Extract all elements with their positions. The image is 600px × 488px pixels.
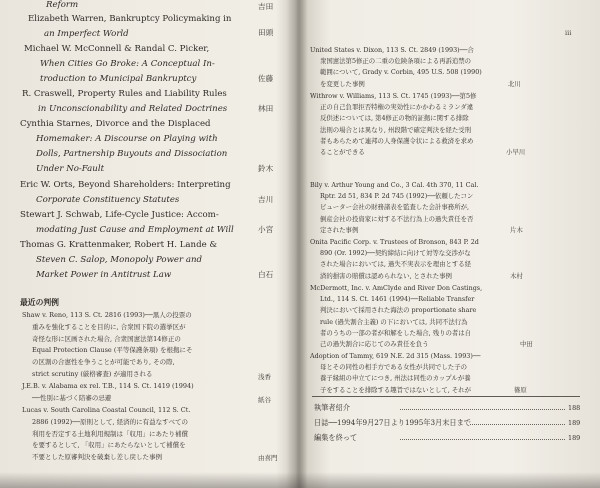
toc-leader [400,409,565,410]
reference-author: 佐藤 [258,74,274,83]
left-page [0,0,292,488]
reference-author: 鈴木 [258,164,274,173]
case-author: 由喜門 [258,454,278,462]
case-author: 木村 [510,272,523,280]
page-edge-shadow [0,472,600,488]
case-author: 紙谷 [258,396,271,404]
reference-author: 林田 [258,104,274,113]
reference-entry: Cynthia Starnes, Divorce and the Displaced Homemaker: A Discourse on Playing with Dolls, Partnership Buyouts and Dissociation Under No-Fault [20,119,228,174]
toc-page: 188 [568,404,581,412]
book-gutter [286,0,308,488]
case-entry: Withrow v. Williams, 113 S. Ct. 1745 (1993)──第5修 正の自己負罪拒否特権の実効性にかかわるミランダ違 反供述については, 第4修正の物的証拠に関する排除 法則の場合とは異なり, 州段階で確定判決を経た受刑 者もあらためて連邦の人身保護令状による救済を求め ることができる [310,92,477,157]
reference-entry: R. Craswell, Property Rules and Liability Rules in Unconscionability and Related Doctrines [22,89,228,114]
reference-entry: Reform [46,0,79,10]
case-entry: J.E.B. v. Alabama ex rel. T.B., 114 S. Ct. 1419 (1994) ──性別に基づく陪審の忌避 [22,382,194,402]
case-author: 中田 [520,340,533,348]
case-entry: McDermott, Inc. v. AmClyde and River Don Castings, Ltd., 114 S. Ct. 1461 (1994)──Reliable Transfer 判決において採用された海法の proportionate share rule (過失割合主義) の下においては, 共同不法行為 者のうちの一部の者が和解をした場合, 残りの者は自 己の過失割合に応じてのみ責任を負う [310,284,483,349]
reference-author: 吉田 [258,2,274,11]
case-author: 片木 [510,226,523,234]
reference-author: 白石 [258,270,274,279]
reference-entry: Thomas G. Krattenmaker, Robert H. Lande & Steven C. Salop, Monopoly Power and Market Power in Antitrust Law [20,240,218,280]
toc-label: 執筆者紹介 [314,403,350,412]
reference-entry: Elizabeth Warren, Bankruptcy Policymaking in an Imperfect World [28,14,232,39]
case-author: 小早川 [506,148,526,156]
section-title: 最近の判例 [20,298,59,307]
toc-label: 日誌──1994年9月27日より1995年3月末日まで [314,418,471,427]
case-entry: Bily v. Arthur Young and Co., 3 Cal. 4th 370, 11 Cal. Rptr. 2d 51, 834 P. 2d 745 (1992)──依頼したコン ピューター会社の財務諸表を監査した会計事務所が, 倒産会社の投資家に対する不法行為上の過失責任を否 定された事例 [310,181,479,234]
case-entry: United States v. Dixon, 113 S. Ct. 2849 (1993)──合 衆国憲法第5修正の二重の危険条項による再訴追禁の 範囲について, Grady v. Corbin, 495 U.S. 508 (1990) を変更した事例 [310,46,482,88]
reference-author: 田頭 [258,28,274,37]
reference-entry: Stewart J. Schwab, Life-Cycle Justice: Accom- modating Just Cause and Employment at Will [20,210,234,235]
case-entry: Onita Pacific Corp. v. Trustees of Bronson, 843 P. 2d 890 (Or. 1992)──契約締結に向けて対等な交渉がな された場合においては, 過失不実表示を理由とする経 済的損害の賠償は認められない, とされた事例 [310,238,479,280]
case-author: 篠原 [514,386,527,394]
page-number: iii [565,29,572,37]
reference-entry: Michael W. McConnell & Randal C. Picker, When Cities Go Broke: A Conceptual In- troduction to Municipal Bankruptcy [24,44,215,84]
toc-leader [400,439,565,440]
reference-entry: Eric W. Orts, Beyond Shareholders: Interpreting Corporate Constituency Statutes [20,180,231,205]
reference-author: 小宮 [258,225,274,234]
case-entry: Lucas v. South Carolina Coastal Council, 112 S. Ct. 2886 (1992)──原則として, 経済的に有益なすべての 利用を否定する土地利用規制は「収用」にあたり補償 を要するとして, 「収用」にあたらないとして補償を 不要とした原審判決を破棄し差し戻した事例 [22,406,191,462]
toc-label: 編集を終って [314,433,358,442]
case-author: 北川 [508,80,521,88]
case-entry: Shaw v. Reno, 113 S. Ct. 2816 (1993)──黒人の投票の 重みを強化することを目的に, 合衆国下院の選挙区が 奇怪な形に区画された場合, 合衆国憲法第14修正の Equal Protection Clause (平等保護条項) を根拠にそ の区割の合憲性を争うことが可能であり, その際, strict scrutiny (厳格審査) が適用される [22,311,193,378]
case-author: 浅香 [258,373,271,381]
section-divider [312,396,580,397]
toc-page: 189 [568,434,581,442]
toc-page: 189 [568,419,581,427]
case-entry: Adoption of Tammy, 619 N.E. 2d 315 (Mass. 1993)── 母とその同性の相手方である女性が共同でした子の 養子縁組の申立てにつき, 州法は同性のカップルが養 子をすることを排除する趣旨ではないとして, それが [310,352,481,394]
toc-leader [470,424,565,425]
reference-author: 吉川 [258,195,274,204]
